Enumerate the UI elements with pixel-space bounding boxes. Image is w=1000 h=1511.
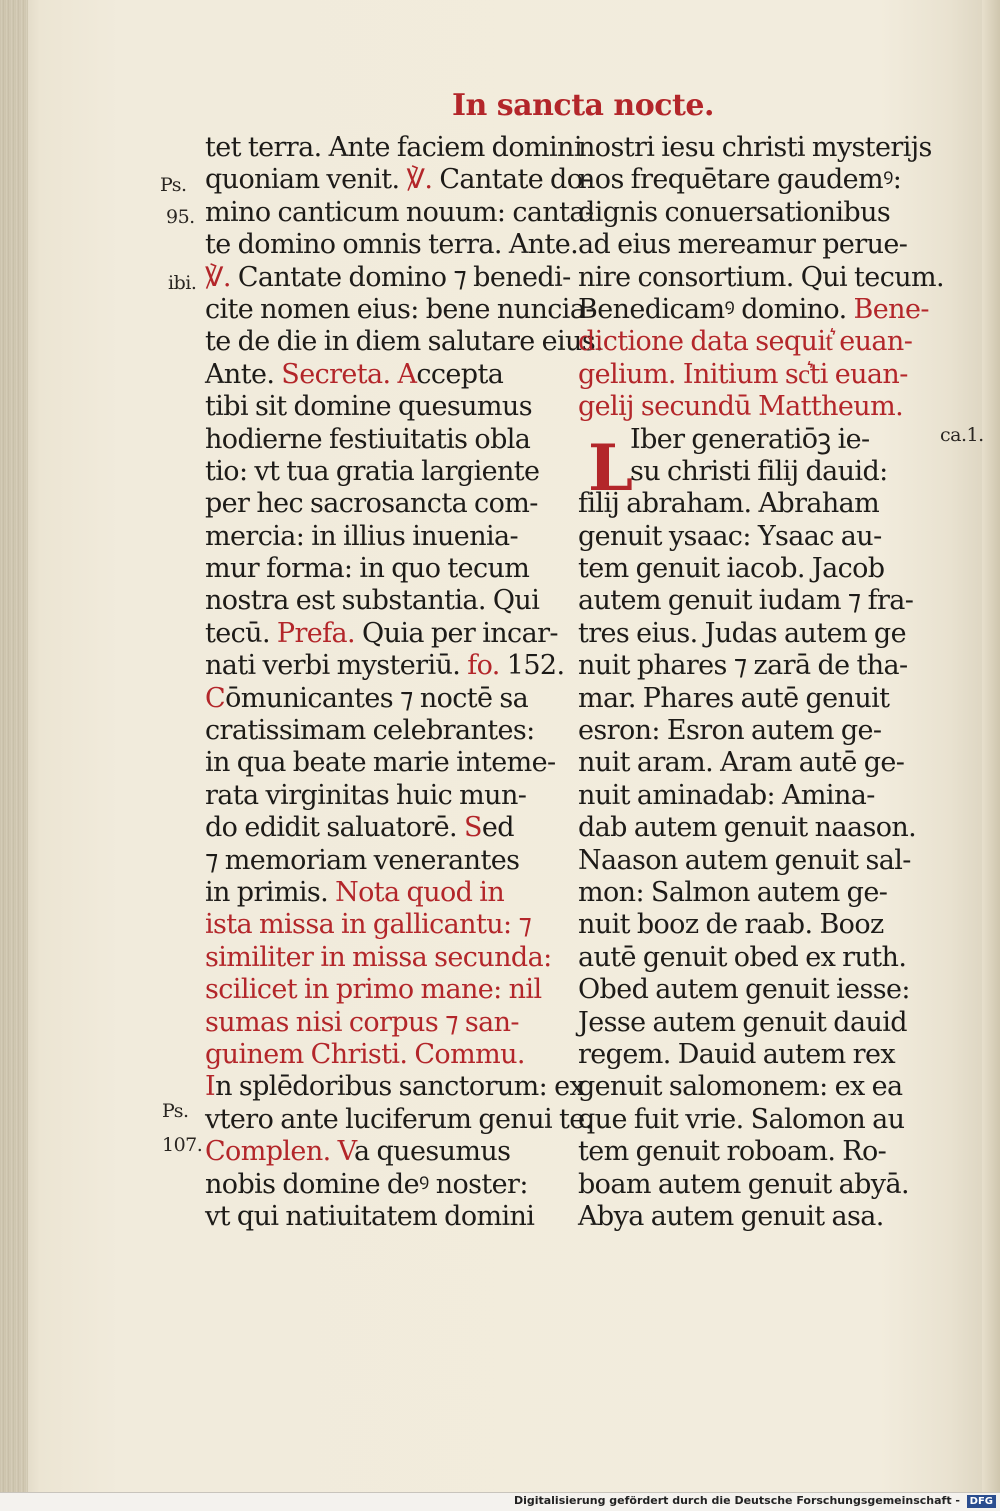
- body-text: mercia: in illius inuenia-: [205, 520, 519, 552]
- body-text: Jesse autem genuit dauid: [578, 1006, 907, 1038]
- text-line: [578, 197, 938, 229]
- body-text: ed: [481, 812, 514, 844]
- text-line: [205, 196, 594, 229]
- text-line: [205, 747, 565, 779]
- body-text: te de die in diem salutare eius.: [205, 326, 604, 358]
- rubric-text: scilicet in primo mane: nil: [205, 974, 542, 1006]
- dfg-logo: DFG: [967, 1495, 996, 1508]
- body-text: que fuit vrie. Salomon au: [578, 1103, 905, 1135]
- body-text: dignis conuersationibus: [578, 196, 891, 228]
- body-text: genuit salomonem: ex ea: [578, 1071, 903, 1103]
- margin-note-psalm-number: 95.: [166, 206, 195, 228]
- text-line: [578, 164, 938, 196]
- rubric-text: I: [205, 1071, 216, 1103]
- text-line: [578, 359, 938, 391]
- body-text: nuit aram. Aram autē ge-: [578, 747, 905, 779]
- text-line: [205, 293, 594, 326]
- page-stack-edge-left: [0, 0, 28, 1492]
- body-text: su christi filij dauid:: [630, 455, 888, 487]
- body-text: tres eius. Judas autem ge: [578, 617, 906, 649]
- body-text: n splēdoribus sanctorum: ex: [215, 1071, 585, 1103]
- rubric-text: Prefa.: [276, 617, 356, 649]
- body-text: nuit phares ⁊ zarā de tha-: [578, 650, 908, 682]
- body-text: nostri iesu christi mysterijs: [578, 132, 932, 163]
- text-line: [578, 326, 938, 358]
- text-line: [578, 1201, 938, 1233]
- text-line: [205, 1169, 565, 1201]
- body-text: Ante.: [205, 358, 282, 390]
- body-text: tibi sit domine quesumus: [205, 391, 532, 423]
- margin-note-psalm: Ps.: [162, 1100, 189, 1122]
- rubric-text: gelij secundū Mattheum.: [578, 391, 904, 423]
- body-text: Benedicamꝰ domino.: [578, 293, 854, 325]
- text-line: [578, 585, 938, 617]
- text-line: [205, 261, 571, 294]
- text-line: [205, 585, 565, 617]
- text-line: [578, 1136, 938, 1168]
- text-line: [578, 780, 938, 812]
- body-text: Cantate domino ⁊ benedi-: [230, 261, 571, 293]
- text-line: [205, 229, 579, 261]
- body-text: rata virginitas huic mun-: [205, 779, 527, 811]
- rubric-text: similiter in missa secunda:: [205, 941, 552, 973]
- text-line: [205, 1136, 565, 1168]
- body-text: per hec sacrosancta com-: [205, 488, 538, 520]
- body-text: nuit booz de raab. Booz: [578, 909, 884, 941]
- rubric-text: ista missa in gallicantu: ⁊: [205, 909, 532, 941]
- body-text: boam autem genuit abyā.: [578, 1168, 909, 1200]
- text-line: [205, 456, 565, 488]
- rubric-text: Nota quod in: [335, 876, 505, 908]
- text-line: [578, 1039, 938, 1071]
- rubric-text: Complen. V: [205, 1136, 354, 1168]
- rubric-text: S: [464, 812, 482, 844]
- text-line: [205, 132, 582, 164]
- rubric-text: Secreta. A: [281, 358, 417, 390]
- decorated-initial: L: [588, 431, 633, 506]
- text-line: [578, 1169, 938, 1201]
- body-text: genuit ysaac: Ysaac au-: [578, 520, 882, 552]
- body-text: nostra est substantia. Qui: [205, 585, 540, 617]
- text-line: [578, 877, 938, 909]
- body-text: nuit aminadab: Amina-: [578, 779, 875, 811]
- body-text: tecū.: [205, 617, 277, 649]
- rubric-text: guinem Christi. Commu.: [205, 1038, 525, 1070]
- body-text: autē genuit obed ex ruth.: [578, 941, 907, 973]
- text-line: [578, 618, 938, 650]
- body-text: vtero ante luciferum genui te.: [205, 1103, 593, 1135]
- text-line: [578, 683, 938, 715]
- rubric-text: gelium. Initium sc͛ti euan-: [578, 358, 908, 390]
- text-line: [205, 1039, 565, 1071]
- rubric-text: sumas nisi corpus ⁊ san-: [205, 1006, 519, 1038]
- margin-note-chapter: ca.1.: [940, 424, 984, 446]
- running-head: In sancta nocte.: [452, 88, 714, 123]
- text-line: [578, 812, 938, 844]
- rubric-text: C: [205, 682, 226, 714]
- text-line: [578, 521, 938, 553]
- body-text: a quesumus: [354, 1136, 511, 1168]
- text-line: [205, 1007, 565, 1039]
- text-line: [578, 261, 944, 294]
- text-line: [205, 715, 565, 747]
- body-text: in qua beate marie inteme-: [205, 747, 556, 779]
- text-line: [578, 845, 938, 877]
- body-text: nati verbi mysteriū.: [205, 650, 468, 682]
- text-line: [578, 1007, 938, 1039]
- body-text: mur forma: in quo tecum: [205, 553, 530, 585]
- rubric-text: dictione data sequit͛ euan-: [578, 326, 913, 358]
- text-line: [578, 132, 938, 164]
- body-text: Obed autem genuit iesse:: [578, 974, 910, 1006]
- body-text: vt qui natiuitatem domini: [205, 1200, 535, 1232]
- body-text: Iber generatiōꝫ ie-: [630, 423, 870, 455]
- body-text: ad eius mereamur perue-: [578, 229, 908, 261]
- text-line: [578, 909, 938, 941]
- rubric-text: Bene-: [853, 293, 929, 325]
- body-text: cratissimam celebrantes:: [205, 715, 535, 747]
- rubric-text: ℣.: [205, 261, 231, 293]
- text-line: [205, 845, 565, 877]
- text-line: [205, 877, 565, 909]
- body-text: esron: Esron autem ge-: [578, 715, 882, 747]
- body-text: nobis domine deꝰ noster:: [205, 1168, 528, 1200]
- text-line: [205, 521, 565, 553]
- body-text: Cantate do-: [432, 164, 591, 196]
- text-line: [205, 553, 565, 585]
- text-line: [578, 391, 938, 423]
- text-line: [205, 488, 565, 520]
- body-text: in primis.: [205, 876, 336, 908]
- body-text: autem genuit iudam ⁊ fra-: [578, 585, 914, 617]
- body-text: nire consortium. Qui tecum.: [578, 261, 944, 293]
- text-line: [205, 974, 565, 1006]
- body-text: regem. Dauid autem rex: [578, 1038, 895, 1070]
- page-edge-right: [982, 0, 1000, 1492]
- body-text: tet terra. Ante faciem domini: [205, 132, 582, 163]
- text-line: [578, 715, 938, 747]
- body-text: tem genuit roboam. Ro-: [578, 1136, 887, 1168]
- body-text: cite nomen eius: bene nuncia-: [205, 293, 594, 325]
- text-line: [205, 326, 604, 358]
- text-line: [205, 780, 565, 812]
- text-line: [578, 1071, 938, 1103]
- text-line: [205, 683, 565, 715]
- text-line: [578, 229, 938, 261]
- rubric-text: ℣.: [406, 164, 433, 196]
- body-text: ⁊ memoriam venerantes: [205, 844, 520, 876]
- body-text: ōmunicantes ⁊ noctē sa: [225, 682, 529, 714]
- body-text: do edidit saluatorē.: [205, 812, 465, 844]
- text-line: [578, 974, 938, 1006]
- text-line: [205, 812, 565, 844]
- text-line: [205, 1103, 593, 1136]
- text-line: [578, 942, 938, 974]
- body-text: tem genuit iacob. Jacob: [578, 553, 885, 585]
- footer-credit: Digitalisierung gefördert durch die Deutsche Forschungsgemeinschaft -: [513, 1494, 960, 1507]
- text-column-right: [578, 132, 944, 1233]
- text-line: [578, 553, 938, 585]
- text-column-left: [205, 132, 604, 1233]
- body-text: hodierne festiuitatis obla: [205, 423, 531, 455]
- body-text: mar. Phares autē genuit: [578, 682, 890, 714]
- text-line: [205, 391, 565, 423]
- body-text: te domino omnis terra. Ante.: [205, 229, 579, 261]
- text-line: [578, 1104, 938, 1136]
- margin-note-psalm: Ps.: [160, 174, 187, 196]
- body-text: Naason autem genuit sal-: [578, 844, 911, 876]
- text-line: [578, 650, 938, 682]
- text-line: [205, 942, 565, 974]
- text-line: [205, 1201, 565, 1233]
- margin-note-ibi: ibi.: [168, 272, 197, 294]
- margin-note-psalm-number: 107.: [162, 1134, 203, 1156]
- body-text: nos frequētare gaudemꝰ:: [578, 164, 902, 196]
- body-text: filij abraham. Abraham: [578, 488, 880, 520]
- body-text: Abya autem genuit asa.: [578, 1200, 884, 1232]
- text-line: [578, 294, 938, 326]
- text-line: [205, 1071, 585, 1103]
- rubric-text: fo.: [467, 650, 500, 682]
- text-line: [205, 424, 565, 456]
- text-line: [578, 747, 938, 779]
- text-line: [205, 164, 591, 196]
- body-text: tio: vt tua gratia largiente: [205, 455, 540, 487]
- text-line: [205, 618, 565, 650]
- text-line: [205, 909, 565, 941]
- text-line: [205, 359, 565, 391]
- body-text: quoniam venit.: [205, 164, 407, 196]
- body-text: mon: Salmon autem ge-: [578, 876, 888, 908]
- footer-bar: [0, 1492, 1000, 1511]
- body-text: dab autem genuit naason.: [578, 812, 917, 844]
- body-text: Quia per incar-: [355, 617, 558, 649]
- body-text: ccepta: [416, 358, 504, 390]
- text-line: [205, 650, 565, 682]
- body-text: mino canticum nouum: canta-: [205, 196, 594, 228]
- body-text: 152.: [499, 650, 565, 682]
